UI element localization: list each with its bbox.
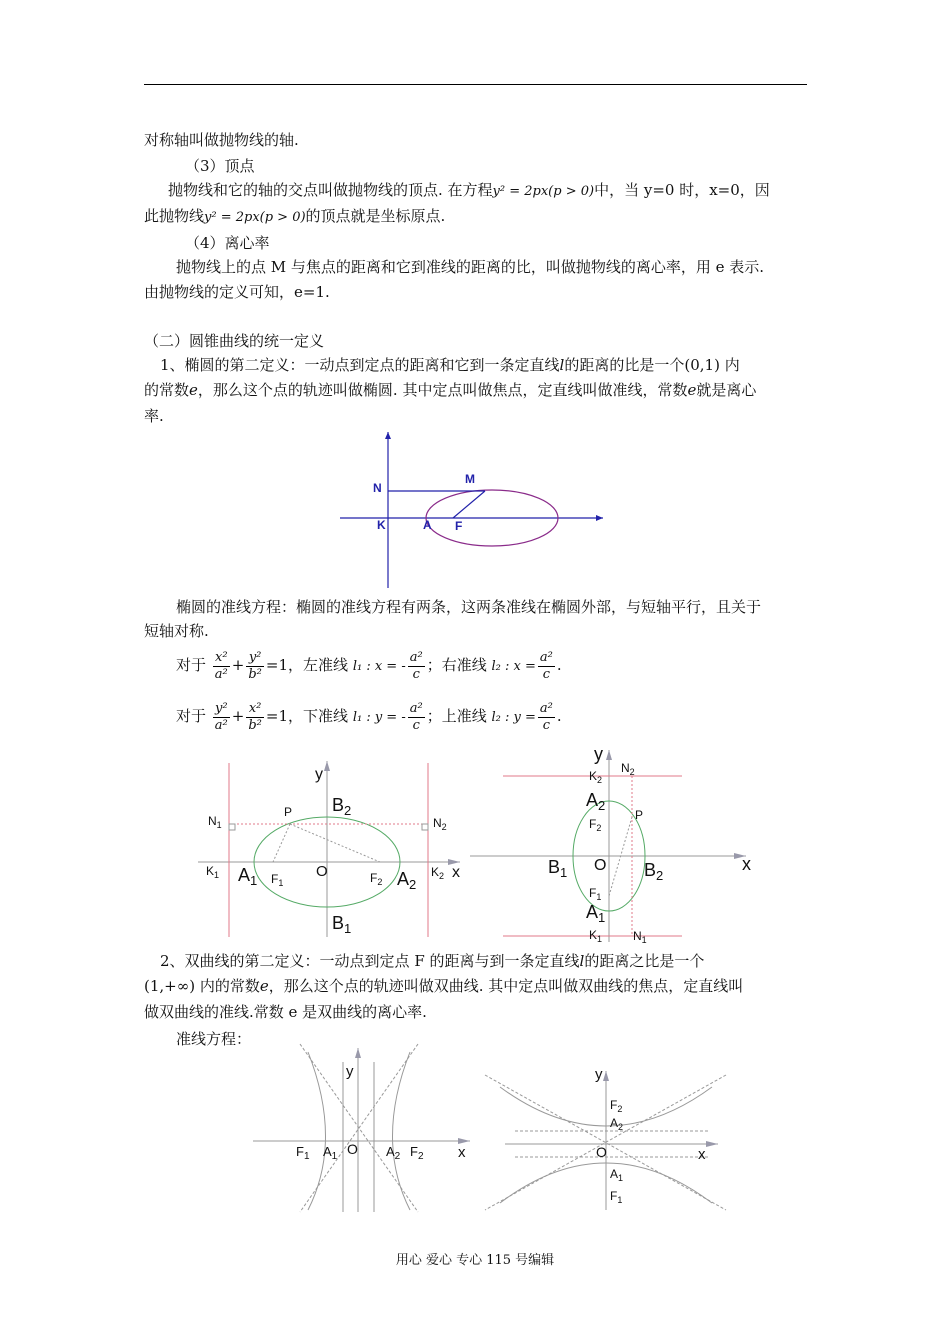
text-line: (1,+∞) 内的常数e，那么这个点的轨迹叫做双曲线. 其中定点叫做双曲线的焦点，定直线叫 xyxy=(144,977,744,995)
svg-text:K2: $K_2$ xyxy=(589,769,603,785)
svg-text:O: O xyxy=(347,1141,358,1157)
ellipse-directrix-figure xyxy=(335,428,610,593)
equation-line: 对于 $\frac{\text{y²}}{\text{a²}}$ + $\frac{\text{x²}}{\text{b²}}$ =1，下准线 l₁ : y = - $\frac{\text{a²}}{c}$ ；上准线 l₂ : y = $\frac{\text{a²}}{c}$ . xyxy=(176,700,562,733)
svg-text:y: y xyxy=(594,744,603,764)
section-heading: （二）圆锥曲线的统一定义 xyxy=(144,332,325,350)
header-rule xyxy=(144,84,807,85)
fraction: $\frac{\text{y²}}{\text{a²}}$ xyxy=(214,700,228,733)
svg-text:x: x xyxy=(458,1144,466,1161)
horizontal-ellipse-figure xyxy=(198,755,468,943)
svg-text:O: O xyxy=(596,1144,607,1160)
svg-text:B1: $B_1$ xyxy=(332,913,352,936)
svg-text:K1: $K_1$ xyxy=(589,928,603,944)
label-N: N xyxy=(373,481,382,495)
equation-line: 对于 $\frac{\text{x²}}{\text{a²}}$ + $\frac{\text{y²}}{\text{b²}}$ =1，左准线 l₁ : x = - $\frac{\text{a²}}{c}$ ；右准线 l₂ : x = $\frac{\text{a²}}{c}$ . xyxy=(176,649,562,682)
svg-text:A2: $A_2$ xyxy=(397,869,417,892)
text-line: 的常数e，那么这个点的轨迹叫做椭圆. 其中定点叫做焦点，定直线叫做准线，常数e就是离心 xyxy=(144,381,757,399)
svg-text:K2: $K_2$ xyxy=(431,865,445,881)
svg-text:A2: $A_2$ xyxy=(386,1144,401,1162)
axis-label-y: y xyxy=(315,766,323,783)
vertical-hyperbola-figure xyxy=(480,1065,730,1215)
text-line: 率. xyxy=(144,407,164,425)
text-line: 由抛物线的定义可知，e=1. xyxy=(144,283,330,301)
svg-text:F1: $F_1$ xyxy=(296,1144,310,1162)
svg-text:x: x xyxy=(698,1146,706,1163)
fraction: $\frac{\text{a²}}{c}$ xyxy=(539,649,553,682)
text-line: 做双曲线的准线.常数 e 是双曲线的离心率. xyxy=(144,1003,427,1021)
fraction: $\frac{\text{a²}}{c}$ xyxy=(409,700,423,733)
horizontal-hyperbola-figure xyxy=(248,1042,478,1217)
svg-text:F2: $F_2$ xyxy=(610,1098,623,1114)
label-M: M xyxy=(465,472,475,486)
svg-text:N2: $N_2$ xyxy=(621,761,635,777)
text-line: 2、双曲线的第二定义：一动点到定点 F 的距离与到一条定直线l的距离之比是一个 xyxy=(160,952,705,970)
svg-text:N2: $N_2$ xyxy=(433,816,447,832)
label-F: F xyxy=(455,519,463,533)
svg-text:y: y xyxy=(346,1063,354,1080)
svg-text:F1: $F_1$ xyxy=(610,1189,623,1205)
svg-text:A1: $A_1$ xyxy=(586,902,606,925)
svg-text:P: P xyxy=(284,805,293,819)
text-line: 椭圆的准线方程：椭圆的准线方程有两条，这两条准线在椭圆外部，与短轴平行，且关于 xyxy=(176,598,762,616)
svg-text:F1: $F_1$ xyxy=(589,886,602,902)
section-heading: （4）离心率 xyxy=(185,234,270,252)
svg-text:F2: $F_2$ xyxy=(370,871,383,887)
label-K: K xyxy=(377,518,386,532)
svg-text:B2: $B_2$ xyxy=(644,860,664,883)
label-A: A xyxy=(423,518,432,532)
text-line: 此抛物线y² = 2px(p > 0)的顶点就是坐标原点. xyxy=(144,207,446,225)
text-line: 短轴对称. xyxy=(144,622,209,640)
fraction: $\frac{\text{x²}}{\text{a²}}$ xyxy=(214,649,228,682)
origin-label: O xyxy=(316,863,328,880)
vertical-ellipse-figure xyxy=(468,742,758,947)
svg-text:B2: $B_2$ xyxy=(332,795,352,818)
svg-text:N1: $N_1$ xyxy=(208,814,222,830)
text-line: 准线方程： xyxy=(176,1030,252,1048)
svg-text:A2: $A_2$ xyxy=(586,790,606,813)
fraction: $\frac{\text{a²}}{c}$ xyxy=(539,700,553,733)
text-line: 抛物线上的点 M 与焦点的距离和它到准线的距离的比，叫做抛物线的离心率，用 e 表示. xyxy=(176,258,765,276)
svg-text:A1: $A_1$ xyxy=(238,865,258,888)
text-line: 抛物线和它的轴的交点叫做抛物线的顶点. 在方程y² = 2px(p > 0)中，当 y=0 时，x=0，因 xyxy=(168,181,770,199)
page-footer: 用心 爱心 专心 115 号编辑 xyxy=(395,1253,555,1268)
fraction: $\frac{\text{y²}}{\text{b²}}$ xyxy=(248,649,262,682)
text-line: 对称轴叫做抛物线的轴. xyxy=(144,131,299,149)
svg-text:P: P xyxy=(635,808,644,822)
svg-text:O: O xyxy=(594,857,607,874)
svg-text:A2: $A_2$ xyxy=(610,1116,624,1132)
svg-text:F1: $F_1$ xyxy=(271,872,284,888)
svg-text:y: y xyxy=(595,1066,603,1083)
fraction: $\frac{\text{x²}}{\text{b²}}$ xyxy=(248,700,262,733)
svg-text:A1: $A_1$ xyxy=(323,1144,338,1162)
svg-text:K1: $K_1$ xyxy=(206,864,220,880)
svg-text:x: x xyxy=(742,854,751,874)
svg-text:B1: $B_1$ xyxy=(548,857,568,880)
section-heading: （3）顶点 xyxy=(185,157,255,175)
svg-text:A1: $A_1$ xyxy=(610,1167,624,1183)
svg-text:F2: $F_2$ xyxy=(410,1144,424,1162)
svg-text:F2: $F_2$ xyxy=(589,817,602,833)
svg-text:N1: $N_1$ xyxy=(633,929,647,945)
axis-label-x: x xyxy=(452,864,460,881)
text-line: 1、椭圆的第二定义：一动点到定点的距离和它到一条定直线l的距离的比是一个(0,1) 内 xyxy=(160,356,740,374)
fraction: $\frac{\text{a²}}{c}$ xyxy=(409,649,423,682)
